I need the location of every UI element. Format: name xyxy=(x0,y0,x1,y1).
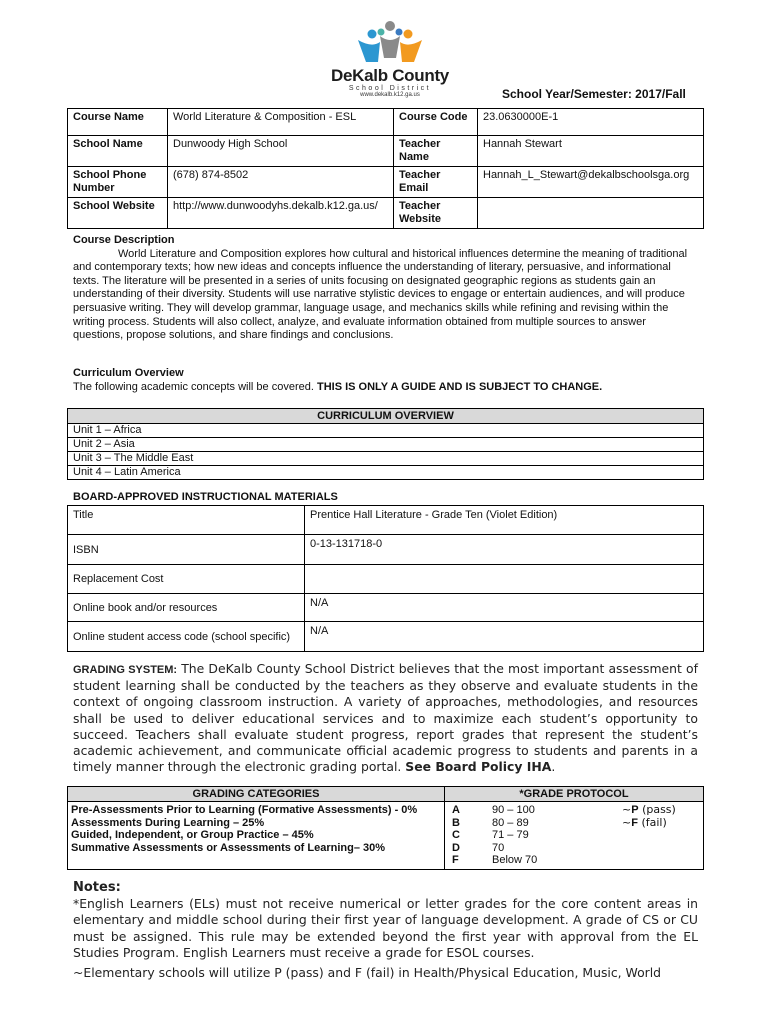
grade-range: 90 – 100 xyxy=(492,804,535,816)
teacher-name-value: Hannah Stewart xyxy=(478,136,704,167)
grade-range: Below 70 xyxy=(492,854,538,866)
school-name-label: School Name xyxy=(68,136,168,167)
grading-system-label: GRADING SYSTEM: xyxy=(73,664,178,676)
notes-heading: Notes: xyxy=(73,880,121,895)
grade-letter: C xyxy=(452,829,460,841)
material-value: 0-13-131718-0 xyxy=(305,535,704,565)
grading-table xyxy=(67,786,704,870)
school-year-semester: School Year/Semester: 2017/Fall xyxy=(502,87,686,101)
fail-legend: ~F (fail) xyxy=(622,815,667,829)
teacher-email-label: Teacher Email xyxy=(394,167,478,198)
grading-category: Assessments During Learning – 25% xyxy=(71,816,265,829)
material-value: Prentice Hall Literature - Grade Ten (Violet Edition) xyxy=(305,506,704,535)
course-info-table xyxy=(67,108,704,229)
teacher-email-value[interactable]: Hannah_L_Stewart@dekalbschoolsga.org xyxy=(478,167,704,198)
material-label: Online book and/or resources xyxy=(68,594,305,622)
grade-range: 80 – 89 xyxy=(492,816,529,829)
material-label: ISBN xyxy=(68,535,305,565)
school-phone-label: School Phone Number xyxy=(68,167,168,198)
grade-letter: F xyxy=(452,854,459,866)
course-code-value: 23.0630000E-1 xyxy=(478,109,704,136)
board-policy-ref: See Board Policy IHA xyxy=(405,759,552,775)
course-description-heading: Course Description xyxy=(73,234,175,246)
unit-row: Unit 3 – The Middle East xyxy=(68,452,704,466)
grade-letter: B xyxy=(452,816,460,829)
unit-row: Unit 4 – Latin America xyxy=(68,466,704,480)
school-phone-value: (678) 874-8502 xyxy=(168,167,394,198)
course-name-value: World Literature & Composition - ESL xyxy=(168,109,394,136)
teacher-website-label: Teacher Website xyxy=(394,198,478,229)
material-label: Title xyxy=(68,506,305,535)
school-name-value: Dunwoody High School xyxy=(168,136,394,167)
grade-protocol-cell xyxy=(445,802,704,870)
material-label: Online student access code (school specific) xyxy=(68,622,305,652)
notes-section xyxy=(73,880,698,985)
fail-letter: F xyxy=(631,816,638,829)
grading-categories-cell xyxy=(68,802,445,870)
logo-subtitle: School District xyxy=(348,85,432,92)
grading-system xyxy=(73,661,698,775)
course-name-label: Course Name xyxy=(68,109,168,136)
grade-letters xyxy=(448,804,492,867)
curriculum-table xyxy=(67,408,704,480)
pass-fail-legend xyxy=(622,804,676,867)
grading-period: . xyxy=(551,759,556,775)
district-logo xyxy=(330,18,450,108)
school-website-label: School Website xyxy=(68,198,168,229)
curriculum-intro xyxy=(73,381,693,395)
grading-system-text: The DeKalb County School District believes that the most important assessment of student learning shall be conducted by the teachers as they observe and evaluate students in the context of ongoing classroom instruction. A variety of approaches, methodologies, and resources shall be used to deliver educational services and to maximize each student’s opportunity to succeed. Teachers shall evaluate student progress, report grades that represent the student’s academic achievement, and communicate official academic progress to students and parents in a timely manner through the electronic grading portal. xyxy=(73,661,698,775)
curriculum-table-header: CURRICULUM OVERVIEW xyxy=(68,409,704,424)
curriculum-intro-text: The following academic concepts will be covered. xyxy=(73,380,314,393)
pass-text: (pass) xyxy=(642,803,676,816)
curriculum-disclaimer: THIS IS ONLY A GUIDE AND IS SUBJECT TO CHANGE. xyxy=(316,380,603,393)
grading-category: Guided, Independent, or Group Practice – 45% xyxy=(71,829,314,841)
fail-text: (fail) xyxy=(641,815,667,829)
curriculum-overview-heading: Curriculum Overview xyxy=(73,367,184,379)
course-description xyxy=(73,234,693,343)
material-value xyxy=(305,565,704,594)
material-label: Replacement Cost xyxy=(68,565,305,594)
unit-row: Unit 1 – Africa xyxy=(68,424,704,438)
grade-protocol-header: *GRADE PROTOCOL xyxy=(445,787,704,802)
people-logo-icon xyxy=(350,18,430,68)
grade-ranges xyxy=(492,804,622,867)
logo-url: www.dekalb.k12.ga.us xyxy=(360,92,420,98)
logo-name: DeKalb County xyxy=(331,66,449,85)
note-elementary: ~Elementary schools will utilize P (pass) and F (fail) in Health/Physical Education, Music, World xyxy=(73,965,662,981)
material-value: N/A xyxy=(305,622,704,652)
grade-letter: A xyxy=(452,804,460,816)
unit-row: Unit 2 – Asia xyxy=(68,438,704,452)
pass-letter: P xyxy=(631,804,639,816)
grade-range: 71 – 79 xyxy=(492,829,529,841)
grading-category: Pre-Assessments Prior to Learning (Formative Assessments) - 0% xyxy=(71,804,418,816)
teacher-website-value xyxy=(478,198,704,229)
grading-categories-header: GRADING CATEGORIES xyxy=(68,787,445,802)
pass-legend: ~P (pass) xyxy=(622,803,676,816)
material-value: N/A xyxy=(305,594,704,622)
teacher-name-label: Teacher Name xyxy=(394,136,478,167)
grade-range: 70 xyxy=(492,841,505,854)
grade-letter: D xyxy=(452,841,460,854)
school-website-value[interactable]: http://www.dunwoodyhs.dekalb.k12.ga.us/ xyxy=(168,198,394,229)
curriculum-overview-section xyxy=(73,367,693,394)
materials-table xyxy=(67,505,704,652)
course-code-label: Course Code xyxy=(394,109,478,136)
course-description-text: World Literature and Composition explores how cultural and historical influences determine the meaning of traditional and contemporary texts; how new ideas and concepts influence the understanding of literary, persuasive, and informational texts. The literature will be presented in a series of units focusing on designated geographic regions as students gain an understanding of their diversity. Students will use narrative stylistic devices to engage or entertain audiences, and will produce persuasive writing. They will develop grammar, language usage, and mechanics skills while refining and revising within the writing process. Students will also collect, analyze, and evaluate information obtained from multiple sources to answer questions, propose solutions, and share findings and conclusions. xyxy=(73,247,688,342)
materials-heading: BOARD-APPROVED INSTRUCTIONAL MATERIALS xyxy=(73,491,338,503)
note-el: *English Learners (ELs) must not receive numerical or letter grades for the core content areas in elementary and middle school during their first year of language development. A grade of CS or CU must be assigned. This rule may be extended beyond the first year with approval from the EL Studies Program. English Learners must receive a grade for ESOL courses. xyxy=(73,896,698,960)
grading-category: Summative Assessments or Assessments of Learning– 30% xyxy=(71,841,386,854)
